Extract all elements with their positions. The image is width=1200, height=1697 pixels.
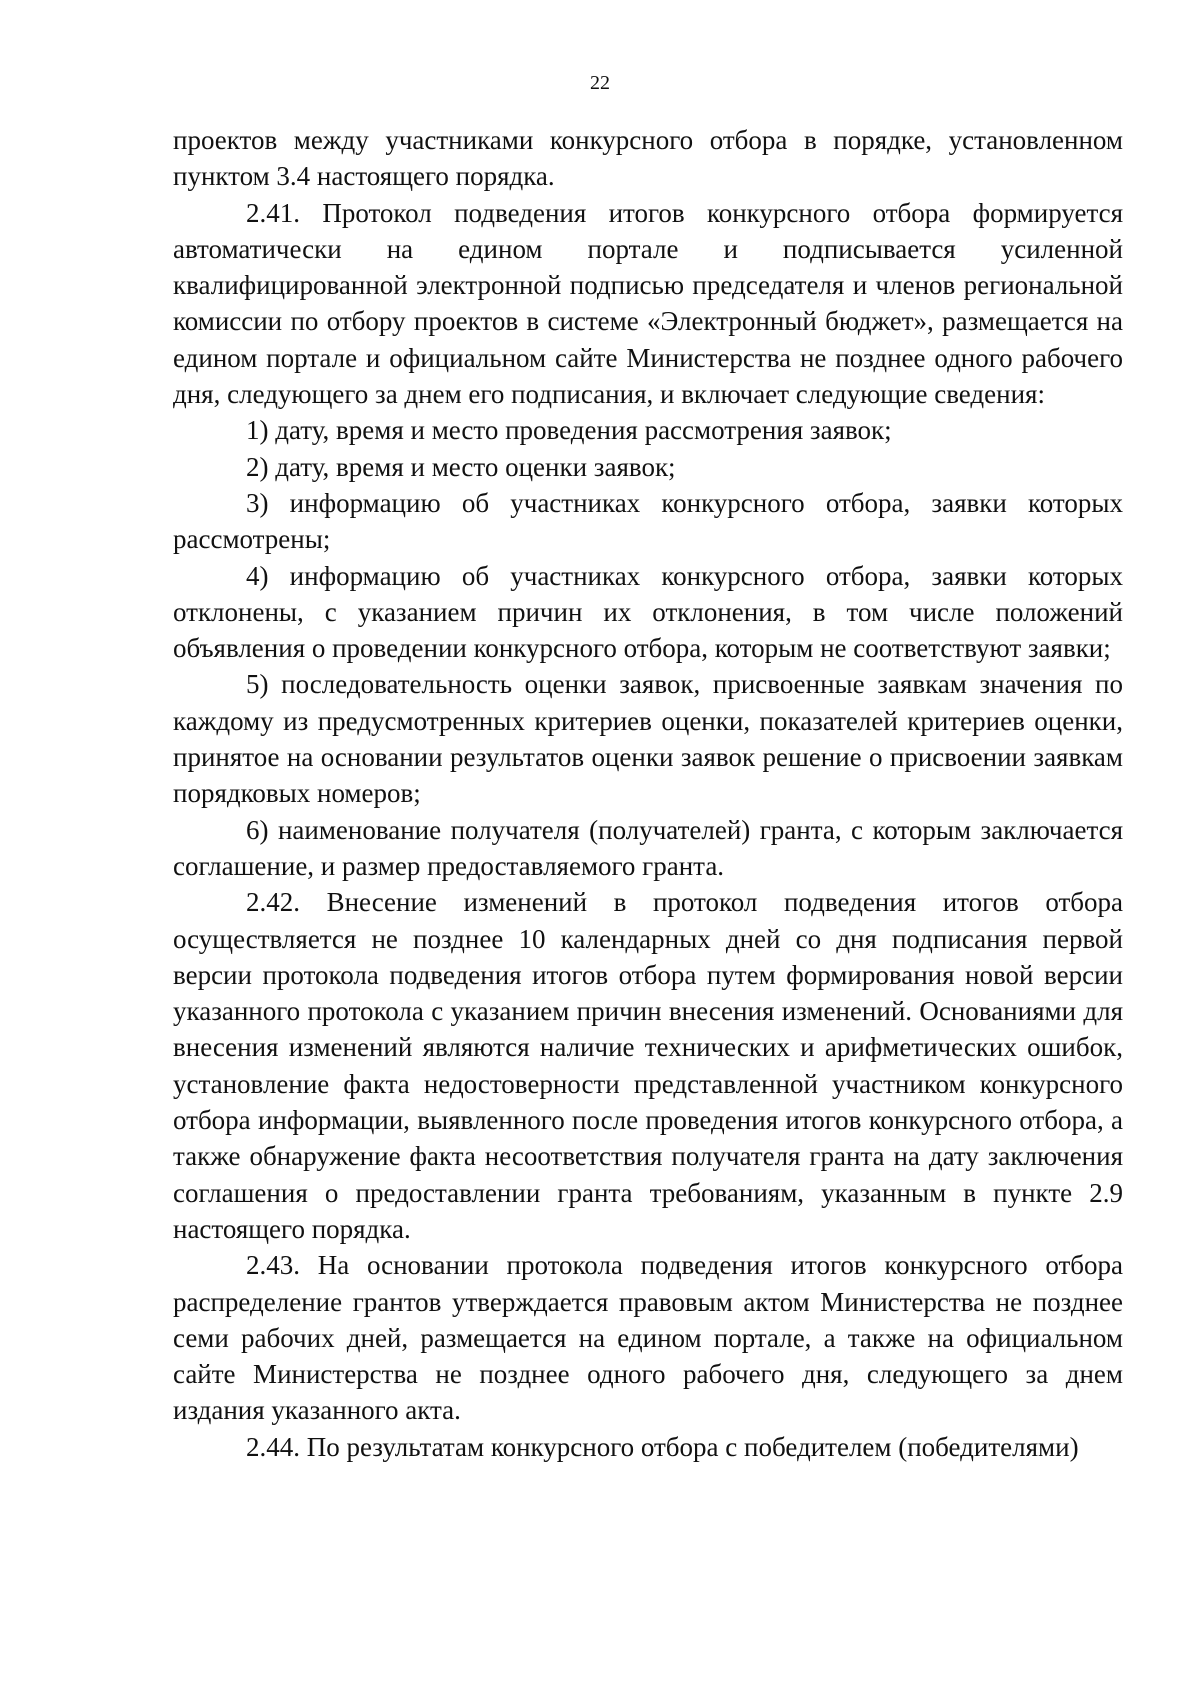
- paragraph: 6) наименование получателя (получателей) гранта, с которым заключается соглашение, и размер предоставляемого гранта.: [173, 814, 1123, 881]
- paragraph: 2.43. На основании протокола подведения итогов конкурсного отбора распределение грантов утверждается правовым актом Министерства не позднее семи рабочих дней, размещается на едином портале, а также на официальном сайте Министерства не позднее одного рабочего дня, следующего за днем издания указанного акта.: [173, 1250, 1123, 1426]
- paragraph: 2.42. Внесение изменений в протокол подведения итогов отбора осуществляется не позднее 10 календарных дней со дня подписания первой версии протокола подведения итогов отбора путем формирования новой версии указанного протокола с указанием причин внесения изменений. Основаниями для внесения изменений являются наличие технических и арифметических ошибок, установление факта недостоверности представленной участником конкурсного отбора информации, выявленного после проведения итогов конкурсного отбора, а также обнаружение факта несоответствия получателя гранта на дату заключения соглашения о предоставлении гранта требованиям, указанным в пункте 2.9 настоящего порядка.: [173, 887, 1123, 1244]
- paragraph: проектов между участниками конкурсного отбора в порядке, установленном пунктом 3.4 настоящего порядка.: [173, 125, 1123, 192]
- paragraph: 5) последовательность оценки заявок, присвоенные заявкам значения по каждому из предусмотренных критериев оценки, показателей критериев оценки, принятое на основании результатов оценки заявок решение о присвоении заявкам порядковых номеров;: [173, 669, 1123, 809]
- paragraph: 3) информацию об участниках конкурсного отбора, заявки которых рассмотрены;: [173, 487, 1123, 555]
- paragraph: 2.44. По результатам конкурсного отбора с победителем (победителями): [246, 1431, 1079, 1462]
- paragraph: 2.41. Протокол подведения итогов конкурсного отбора формируется автоматически на едином портале и подписывается усиленной квалифицированной электронной подписью председателя и членов региональной комиссии по отбору проектов в системе «Электронный бюджет», размещается на едином портале и официальном сайте Министерства не позднее одного рабочего дня, следующего за днем его подписания, и включает следующие сведения:: [173, 197, 1123, 410]
- paragraph: 4) информацию об участниках конкурсного отбора, заявки которых отклонены, с указанием причин их отклонения, в том числе положений объявления о проведении конкурсного отбора, которым не соответствуют заявки;: [173, 560, 1123, 664]
- paragraph: 2) дату, время и место оценки заявок;: [246, 451, 676, 482]
- document-body: [173, 122, 1123, 1465]
- paragraph: 1) дату, время и место проведения рассмотрения заявок;: [246, 415, 892, 446]
- page-number: 22: [590, 72, 610, 94]
